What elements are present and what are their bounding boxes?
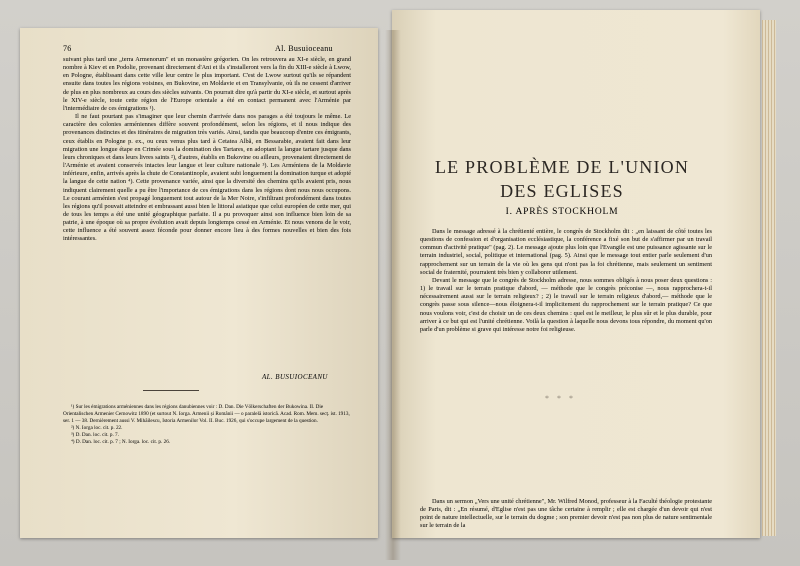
page-stack-edge [762,20,776,536]
paragraph: Dans un sermon „Vers une unité chrétienne", Mr. Wilfred Monod, professeur à la Faculté théologie protestante de Paris, dit : „En résumé, d'Eglise n'est pas une tâche certaine à remplir ; elle est chargée d'un devoir qui n'est point de nature intellectuelle, sur le terrain du dogme ; son premier devoir n'est pas non plus de nature sentimentale sur le terrain de la [420,498,712,530]
running-head: Al. Busuioceanu [275,44,333,53]
article-title [402,155,722,203]
section-separator: * * * [545,394,576,403]
footnote: ²) N. Iorga loc. cit. p. 22. [71,424,123,431]
section-heading: I. APRÈS STOCKHOLM [505,207,619,217]
paragraph: Devant le message que le congrès de Stockholm adresse, nous sommes obligés à nous poser deux questions : 1) le travail sur le terrain pratique d'abord, — méthode que le congrès préconise —, nous rapprochera-t-il nécessairement aussi sur le terrain religieux? ; 2) le travail sur le terrain religieux d'abord,— méthode que le congrès passe sous silence—nous éloignera-t-il implicitement du rapprochement sur le terrain pratique? Ce que nous voulons voir, c'est de choisir un de ces deux chemins : quel est le meilleur, le plus sûr et le plus durable, pour arriver à ce but qui est l'unité chrétienne. Voilà la question à laquelle nous devons tous répondre, du moment qu'on parle d'un problème si grave qui intéresse notre foi religieuse. [420,276,712,333]
book-spine [385,30,401,560]
footnotes [63,404,351,445]
right-body-text [420,228,712,334]
title-line: DES EGLISES [500,181,624,201]
left-body-text [63,56,351,244]
paragraph: suivant plus tard une „terra Armenorum" et un monastère grégorien. On les retrouvera au XI-e siècle, en grand nombre à Kiev et en Podolie, provenant directement d'Ani et ils s'installeront vers la fin du XIII-e siècle à Lwow, en Pologne, établissant dans cette ville leur centre le plus important. C'est de Lwow surtout qu'ils se répandent ensuite dans toutes les régions voisines, en Bukovine, en Moldavie et en Transylvanie, où ils ne cessent d'arriver de plus en plus nombreux au cours des siècles suivants. On pourrait dire qu'à partir du XI-e siècle, et surtout après le XIV-e siècle, toute cette région de l'Europe orientale a été en contact permanent avec l'Arménie par l'intermédiaire de ces émigrations ¹). [63,56,351,112]
title-line: LE PROBLÈME DE L'UNION [434,157,690,177]
footnote: ³) D. Dan. loc. cit. p. 7. [71,431,119,438]
footnote: ¹) Sur les émigrations arméniennes dans les régions danubiennes voir : D. Dan. Die Völkerschaften der Bukowina. II. Die Orientalischen Armenier Cernowitz 1890 (et surtout N. Iorga. Armenii și Românii — o paralelă istorică. Acad. Rom. Mem. secț. ist. 1913, ser. 1 — 38. Dernièrement aussi V. Mihăilescu, Istoria Armenilor Vol. II. Buc. 1926, qui s'occupe largement de la question. [63,404,350,424]
footnote-rule [143,390,199,391]
author-signature: AL. BUSUIOCEANU [262,373,328,381]
paragraph: Il ne faut pourtant pas s'imaginer que leur chemin d'arrivée dans nos parages a été toujours le même. Le caractère des colonies arméniennes diffère souvent profondément, selon les régions, et il nous indique des provenances distinctes et des itinéraires de migration très variés. Ainsi, tandis que beaucoup d'entre ces émigrants, ceux établis en Pologne p. ex., ou ceux venus plus tard à Cetatea Albă, en Bessarabie, avaient fait dans leur migration une longue étape en Crimée sous la domination des Tartares, en adoptant la langue tartare jusque dans leurs chroniques et dans leurs livres saints ²), d'autres, établis en Bukovine ou ailleurs, provenaient directement de l'Arménie et avaient conservés intactes leur langue et leur culture nationale ³). Les Arméniens de la Moldavie inférieure, enfin, arrivés après la chute de Constantinople, avaient subi longuement la domination turque et adopté la langue de cette nation ⁴). Cette provenance variée, ainsi que la diversité des chemins qu'ils avaient pris, nous indiquent clairement quelle a pu être l'importance de ces émigrations dans les régions dont nous nous occupons. Le courant arménien s'est propagé longuement tout autour de la Mer Noire, s'infiltrant profondément dans toutes les régions qu'il pouvait atteindre et embrassant aussi bien le littoral asiatique que celui européen de cette mer, qui de tous les temps a été une unité géographique parfaite. Il a pu provoquer ainsi son influence bien loin de sa patrie, à une époque où sa propre évolution avait depuis longtemps cessé en Arménie. Et nous venons de le voir, cette influence a été souvent assez féconde pour donner encore lieu à des formes nouvelles et bien des fois intéressantes. [63,113,351,243]
paragraph: Dans le message adressé à la chrétienté entière, le congrès de Stockholm dit : „en laissant de côté toutes les questions de confession et d'organisation ecclésiastique, la conférence a fixé son but de s'affirmer par un travail commun d'activité pratique" (pag. 2). Le message ajoute plus loin que l'Evangile est une puissance agissante sur le terrain industriel, social, politique et international (pag. 5). Ainsi que le message tout entier parle seulement d'un rapprochement sur un terrain de la vie où les gens qui n'ont pas la foi chrétienne, mais seulement un sentiment social de fraternité, pourraient très bien y collaborer utilement. [420,228,712,276]
footnote: ⁴) D. Dan. loc. cit. p. 7 ; N. Iorga. loc. cit. p. 26. [71,438,171,445]
page-number: 76 [63,44,72,53]
right-body-text-continued [420,498,712,531]
